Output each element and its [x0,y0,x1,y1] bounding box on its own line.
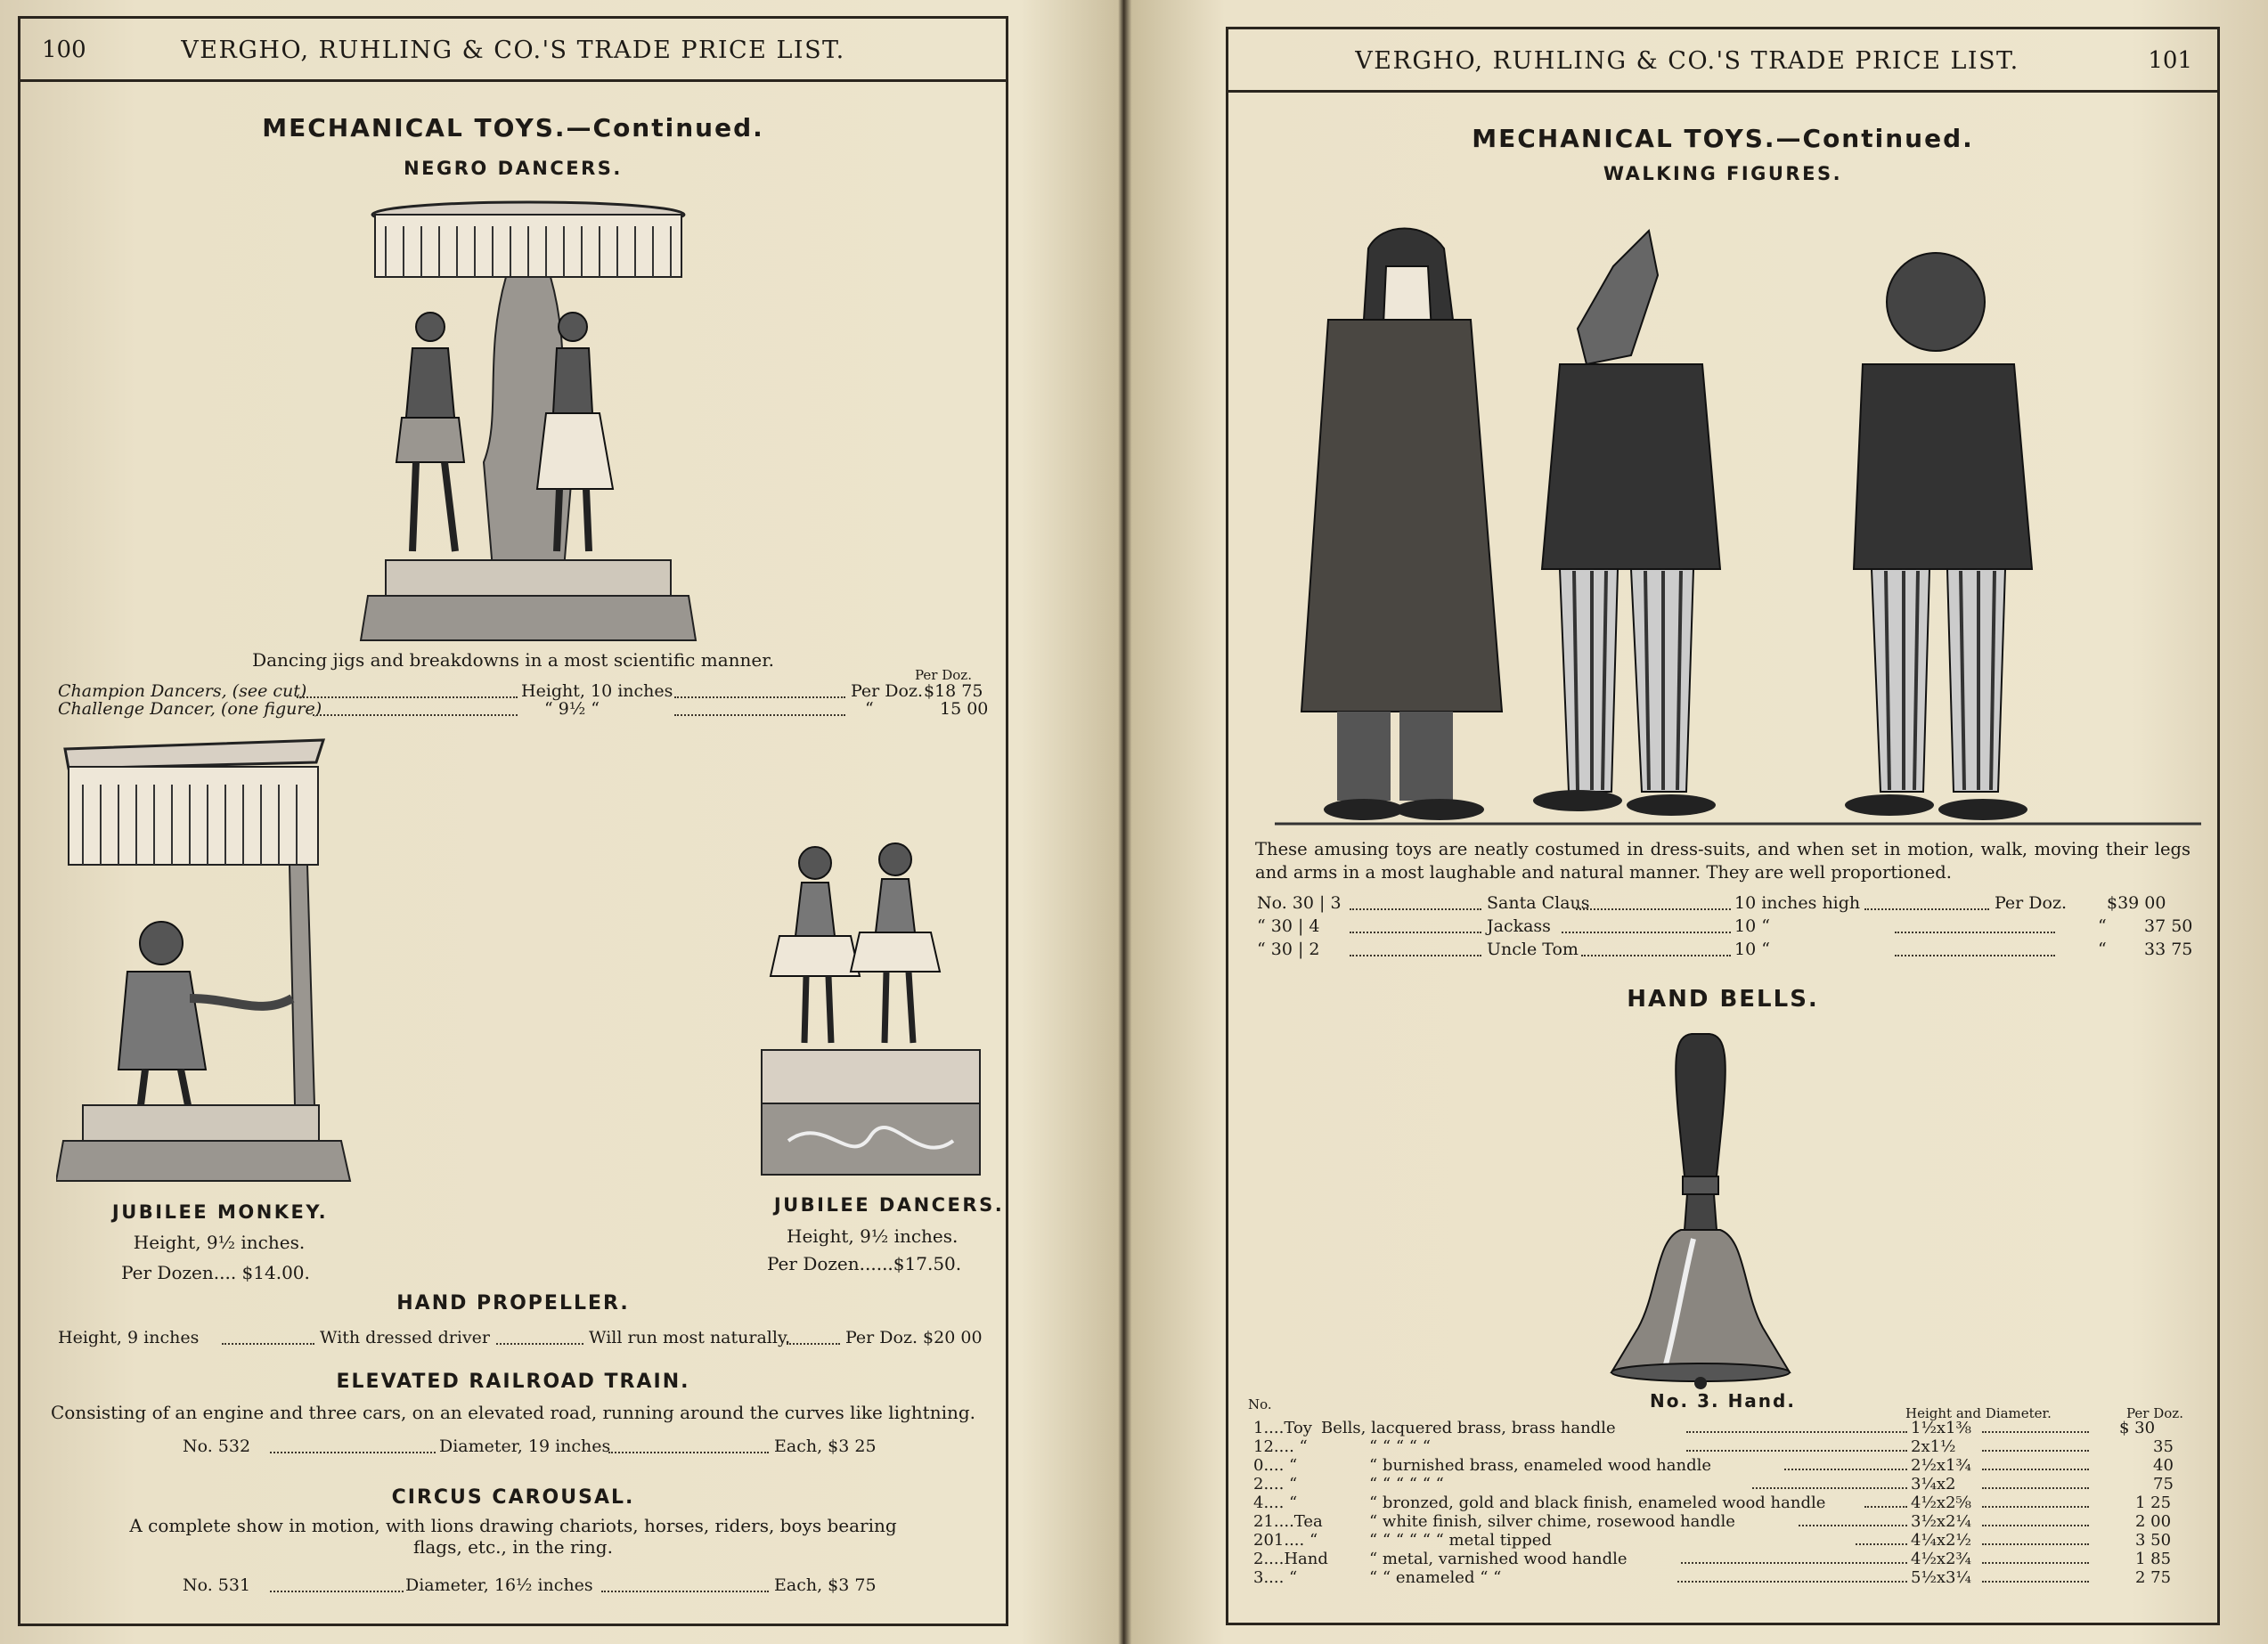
elevated-train-title: ELEVATED RAILROAD TRAIN. [336,1371,690,1393]
product-spec: “ 9½ “ [544,699,600,719]
bell-price: 1 85 [2135,1550,2172,1568]
jubilee-dancers-height: Height, 9½ inches. [787,1225,959,1247]
jubilee-dancers-title: JUBILEE DANCERS. [773,1194,1005,1216]
circus-title: CIRCUS CAROUSAL. [391,1486,635,1509]
bell-size: 4½x2¾ [1911,1550,1971,1568]
jubilee-monkey-illustration [56,731,359,1190]
right-header [1228,29,2217,93]
walking-price: 33 75 [2144,940,2193,959]
bell-price: $ 30 [2119,1419,2156,1437]
walking-height: 10 inches high [1734,893,1861,913]
hand-bells-title: HAND BELLS. [1627,986,1819,1013]
product-name: Challenge Dancer, (one figure) [58,699,322,719]
bell-row [1253,1419,2192,1436]
bell-no: 0.... “ [1253,1456,1298,1475]
bell-col-no: No. [1248,1396,1272,1412]
bell-desc: “ “ “ “ “ [1369,1437,1431,1456]
bell-col-size: Height and Diameter. [1905,1405,2052,1421]
walking-unit: “ [2098,916,2107,936]
bell-desc: “ bronzed, gold and black finish, enameled wood handle [1369,1493,1826,1512]
elevated-train-row [45,1436,981,1458]
bell-desc: “ white finish, silver chime, rosewood handle [1369,1512,1735,1531]
walking-height: 10 “ [1734,916,1770,936]
circus-row [45,1575,981,1597]
circus-no: No. 531 [183,1575,251,1595]
walking-price: $39 00 [2107,893,2166,913]
right-header-title: VERGHO, RUHLING & CO.'S TRADE PRICE LIST. [1355,47,2019,75]
bell-size: 2½x1¾ [1911,1456,1971,1475]
price-row [45,699,989,720]
hand-propeller-note: Will run most naturally. [589,1328,791,1347]
jubilee-dancers-price: Per Dozen......$17.50. [767,1253,962,1274]
jubilee-dancers-illustration [753,820,989,1187]
hand-bell-caption: No. 3. Hand. [1650,1390,1796,1412]
product-spec: Height, 10 inches [521,681,673,701]
bell-no: 4.... “ [1253,1493,1298,1512]
walking-name: Jackass [1487,916,1551,936]
bell-size: 1½x1⅜ [1911,1419,1971,1437]
walking-no: “ 30 | 4 [1257,916,1320,936]
bell-price: 2 75 [2135,1568,2172,1587]
bell-no: 12.... “ [1253,1437,1308,1456]
product-unit: “ [865,699,874,719]
bell-row [1253,1531,2192,1549]
bell-no: 1....Toy [1253,1419,1312,1437]
bell-row [1253,1456,2192,1474]
elevated-train-description: Consisting of an engine and three cars, on an elevated road, running around the curves like lightning. [50,1402,976,1423]
page-right [1226,27,2220,1625]
jubilee-monkey-height: Height, 9½ inches. [133,1232,306,1253]
hand-propeller-title: HAND PROPELLER. [396,1292,630,1314]
hand-propeller-driver: With dressed driver [320,1328,491,1347]
bell-desc: “ “ enameled “ “ [1369,1568,1502,1587]
circus-diameter: Diameter, 16½ inches [405,1575,593,1595]
bell-row [1253,1568,2192,1586]
bell-price: 75 [2153,1475,2174,1493]
bell-row [1253,1550,2192,1567]
bell-size: 4½x2⅝ [1911,1493,1971,1512]
walking-no: No. 30 | 3 [1257,893,1342,913]
walking-figures-illustration [1275,213,2201,827]
walking-unit: Per Doz. [1995,893,2068,913]
left-header [20,19,1006,82]
walking-figures-description: These amusing toys are neatly costumed in dress-suits, and when set in motion, walk, moving their legs and arms in a most laughable and natural manner. They are well proportioned. [1255,839,2190,883]
bell-desc: “ burnished brass, enameled wood handle [1369,1456,1712,1475]
bell-row [1253,1437,2192,1455]
bell-row [1253,1493,2192,1511]
negro-dancers-title: NEGRO DANCERS. [404,158,623,179]
walking-name: Santa Claus [1487,893,1590,913]
product-name: Champion Dancers, (see cut) [58,681,307,701]
bell-no: 201.... “ [1253,1531,1318,1550]
bell-price: 1 25 [2135,1493,2172,1512]
bell-price: 35 [2153,1437,2174,1456]
bell-no: 2.... “ [1253,1475,1298,1493]
bell-desc: Bells, lacquered brass, brass handle [1321,1419,1616,1437]
walking-name: Uncle Tom [1487,940,1579,959]
jubilee-monkey-title: JUBILEE MONKEY. [111,1201,329,1223]
hand-propeller-price: Per Doz. $20 00 [845,1328,983,1347]
walking-price: 37 50 [2144,916,2193,936]
right-page-number: 101 [2148,47,2192,74]
elevated-train-no: No. 532 [183,1436,251,1456]
circus-description: A complete show in motion, with lions drawing chariots, horses, riders, boys bearing flags, etc., in the ring. [129,1515,897,1558]
bell-size: 3¼x2 [1911,1475,1956,1493]
product-unit: Per Doz. [851,681,924,701]
walking-row [1253,916,2192,938]
hand-propeller-row [45,1328,981,1349]
walking-figures-title: WALKING FIGURES. [1603,163,1843,184]
bell-price: 3 50 [2135,1531,2172,1550]
left-section-title: MECHANICAL TOYS.—Continued. [262,113,764,142]
left-page-number: 100 [42,37,86,63]
bell-price: 2 00 [2135,1512,2172,1531]
hand-propeller-height: Height, 9 inches [58,1328,200,1347]
bell-no: 2....Hand [1253,1550,1328,1568]
walking-row [1253,893,2192,915]
elevated-train-price: Each, $3 25 [774,1436,877,1456]
bell-desc: “ “ “ “ “ “ metal tipped [1369,1531,1552,1550]
negro-dancers-description: Dancing jigs and breakdowns in a most scientific manner. [252,649,774,671]
bell-size: 4¼x2½ [1911,1531,1971,1550]
bell-desc: “ “ “ “ “ “ [1369,1475,1444,1493]
bell-price: 40 [2153,1456,2174,1475]
bell-col-price: Per Doz. [2126,1405,2183,1421]
hand-bell-illustration [1594,1025,1807,1390]
bell-no: 21....Tea [1253,1512,1323,1531]
per-doz-header: Per Doz. [915,667,972,683]
walking-row [1253,940,2192,961]
page-left [18,16,1008,1626]
dancers-illustration [359,195,698,649]
left-header-title: VERGHO, RUHLING & CO.'S TRADE PRICE LIST. [181,37,845,64]
walking-unit: “ [2098,940,2107,959]
bell-desc: “ metal, varnished wood handle [1369,1550,1628,1568]
product-price: $18 75 [924,681,983,701]
bell-row [1253,1475,2192,1493]
walking-height: 10 “ [1734,940,1770,959]
bell-no: 3.... “ [1253,1568,1298,1587]
jubilee-monkey-price: Per Dozen.... $14.00. [121,1262,310,1283]
product-price: 15 00 [940,699,989,719]
circus-price: Each, $3 75 [774,1575,877,1595]
bell-row [1253,1512,2192,1530]
walking-no: “ 30 | 2 [1257,940,1320,959]
bell-size: 2x1½ [1911,1437,1956,1456]
bell-size: 3½x2¼ [1911,1512,1971,1531]
bell-size: 5½x3¼ [1911,1568,1971,1587]
elevated-train-diameter: Diameter, 19 inches [439,1436,611,1456]
right-section-title: MECHANICAL TOYS.—Continued. [1472,124,1974,153]
